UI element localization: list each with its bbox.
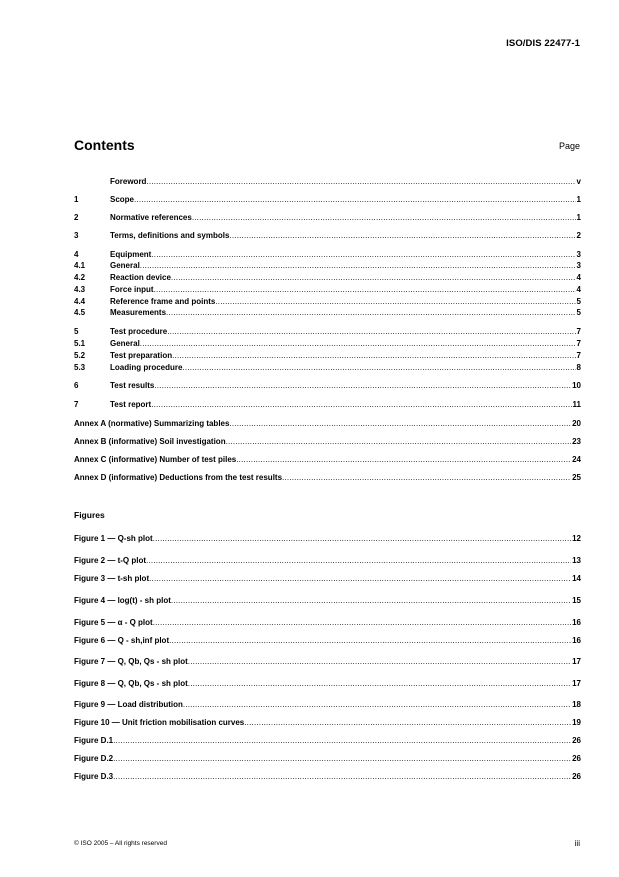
figure-entry-4[interactable]: Figure 4 — log(t) - sh plot ..... 15 xyxy=(74,595,581,606)
figure-entry-9[interactable]: Figure 9 — Load distribution ..... 18 xyxy=(74,699,581,710)
toc-entry-force-input[interactable]: 4.3 Force input ..... 4 xyxy=(74,284,581,295)
toc-entry-annex-c[interactable]: Annex C (informative) Number of test piles ..... 24 xyxy=(74,454,581,465)
toc-entry-test-report[interactable]: 7 Test report ..... 11 xyxy=(74,399,581,410)
figure-entry-5[interactable]: Figure 5 — α - Q plot ..... 16 xyxy=(74,617,581,628)
toc-entry-4-1-general[interactable]: 4.1 General ..... 3 xyxy=(74,260,581,271)
page-column-label: Page xyxy=(558,141,580,151)
figure-entry-2[interactable]: Figure 2 — t-Q plot ..... 13 xyxy=(74,555,581,566)
figure-entry-d1[interactable]: Figure D.1 ..... 26 xyxy=(74,735,581,746)
toc-entry-annex-b[interactable]: Annex B (informative) Soil investigation ..... 23 xyxy=(74,436,581,447)
toc-entry-5-1-general[interactable]: 5.1 General ..... 7 xyxy=(74,338,581,349)
figure-entry-8[interactable]: Figure 8 — Q, Qb, Qs - sh plot ..... 17 xyxy=(74,678,581,689)
figure-entry-d3[interactable]: Figure D.3 ..... 26 xyxy=(74,771,581,782)
toc-entry-terms[interactable]: 3 Terms, definitions and symbols ..... 2 xyxy=(74,230,581,241)
figure-entry-10[interactable]: Figure 10 — Unit friction mobilisation curves ..... 19 xyxy=(74,717,581,728)
toc-entry-reaction-device[interactable]: 4.2 Reaction device ..... 4 xyxy=(74,272,581,283)
toc-entry-normative-references[interactable]: 2 Normative references ..... 1 xyxy=(74,212,581,223)
figure-entry-d2[interactable]: Figure D.2 ..... 26 xyxy=(74,753,581,764)
toc-entry-test-results[interactable]: 6 Test results ..... 10 xyxy=(74,380,581,391)
toc-entry-foreword[interactable]: Foreword ..... v xyxy=(74,176,581,187)
toc-entry-test-procedure[interactable]: 5 Test procedure ..... 7 xyxy=(74,326,581,337)
figure-entry-6[interactable]: Figure 6 — Q - sh,inf plot ..... 16 xyxy=(74,635,581,646)
toc-entry-scope[interactable]: 1 Scope ..... 1 xyxy=(74,194,581,205)
toc-entry-reference-frame[interactable]: 4.4 Reference frame and points ..... 5 xyxy=(74,296,581,307)
figure-entry-1[interactable]: Figure 1 — Q-sh plot ..... 12 xyxy=(74,533,581,544)
figure-entry-7[interactable]: Figure 7 — Q, Qb, Qs - sh plot ..... 17 xyxy=(74,656,581,667)
contents-title: Contents xyxy=(74,137,135,153)
document-id: ISO/DIS 22477-1 xyxy=(506,38,580,49)
toc-entry-equipment[interactable]: 4 Equipment ..... 3 xyxy=(74,249,581,260)
toc-entry-test-preparation[interactable]: 5.2 Test preparation ..... 7 xyxy=(74,350,581,361)
toc-entry-annex-a[interactable]: Annex A (normative) Summarizing tables ..... 20 xyxy=(74,418,581,429)
figures-heading: Figures xyxy=(74,510,105,520)
figure-entry-3[interactable]: Figure 3 — t-sh plot ..... 14 xyxy=(74,573,581,584)
footer-copyright: © ISO 2005 – All rights reserved xyxy=(74,840,167,847)
toc-entry-measurements[interactable]: 4.5 Measurements ..... 5 xyxy=(74,307,581,318)
toc-entry-annex-d[interactable]: Annex D (informative) Deductions from the test results ..... 25 xyxy=(74,472,581,483)
toc-entry-loading-procedure[interactable]: 5.3 Loading procedure ..... 8 xyxy=(74,362,581,373)
footer-page-number: iii xyxy=(574,839,580,848)
